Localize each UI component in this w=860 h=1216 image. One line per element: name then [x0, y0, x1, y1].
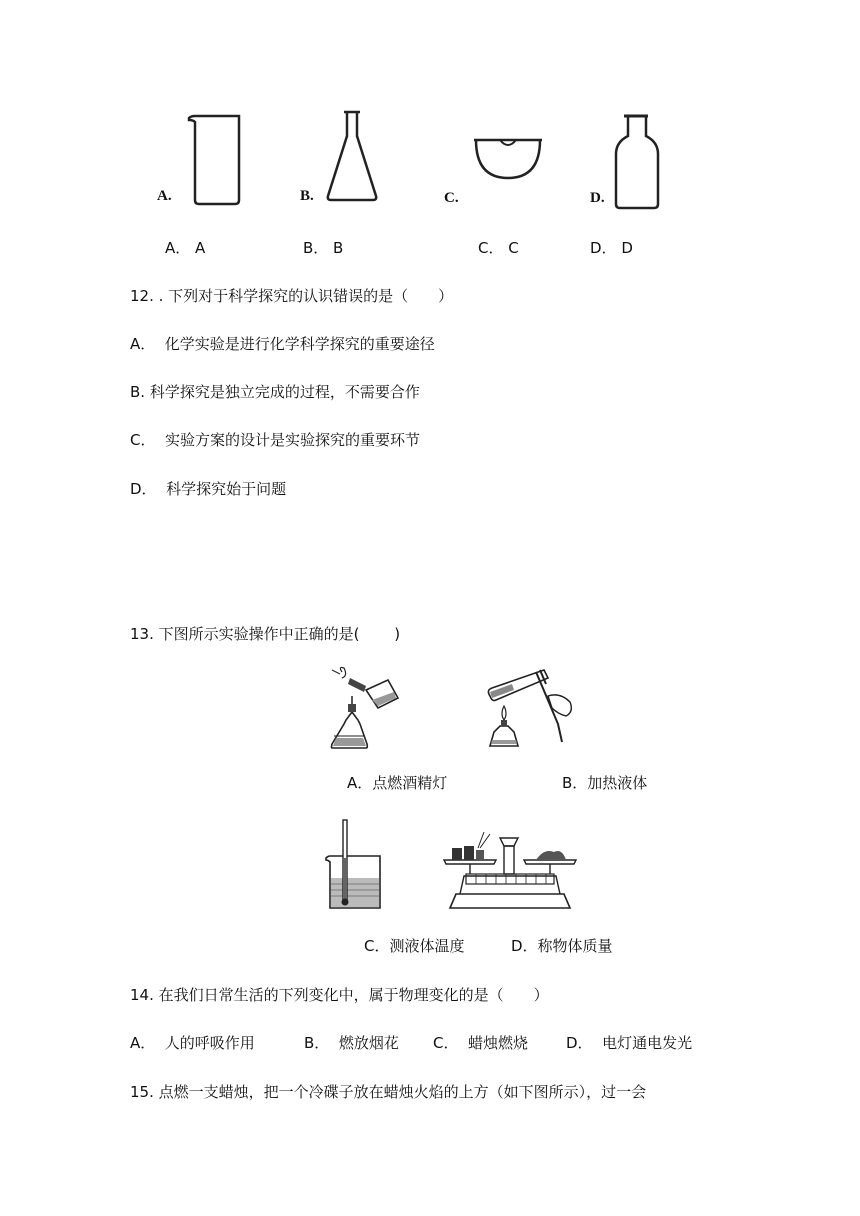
weighing-balance-icon: [440, 826, 580, 912]
lighting-lamp-figure: [322, 664, 408, 754]
q13-caption-b: B．加热液体: [562, 774, 648, 792]
heating-liquid-figure: [478, 662, 578, 754]
thermometer-figure: [322, 818, 386, 914]
q13-caption-d: D．称物体质量: [511, 937, 613, 955]
evaporating-dish-figure: [442, 120, 552, 215]
q11-option-a: A． A: [165, 239, 206, 257]
q12-option-a: A． 化学实验是进行化学科学探究的重要途径: [130, 335, 435, 353]
q12-option-d: D． 科学探究始于问题: [130, 480, 287, 498]
figure-label-a: A.: [157, 188, 172, 204]
conical-flask-figure: [298, 108, 388, 213]
figure-label-b: B.: [300, 188, 314, 204]
balance-figure: [440, 826, 580, 912]
q14-option-c: C． 蜡烛燃烧: [433, 1034, 529, 1052]
q14-option-d: D． 电灯通电发光: [566, 1034, 693, 1052]
q11-option-d: D． D: [590, 239, 633, 257]
q11-option-b: B． B: [303, 239, 344, 257]
q11-option-c: C． C: [478, 239, 519, 257]
q13-question: 13. 下图所示实验操作中正确的是( ): [130, 625, 401, 643]
heating-liquid-icon: [478, 662, 578, 754]
q14-option-b: B． 燃放烟花: [304, 1034, 399, 1052]
measuring-liquid-temperature-icon: [322, 818, 386, 914]
q12-option-c: C． 实验方案的设计是实验探究的重要环节: [130, 431, 421, 449]
lighting-alcohol-lamp-icon: [322, 664, 408, 754]
q12-question: 12. . 下列对于科学探究的认识错误的是（ ）: [130, 287, 454, 305]
figure-label-c: C.: [444, 190, 459, 206]
q14-option-a: A． 人的呼吸作用: [130, 1034, 255, 1052]
q13-caption-a: A．点燃酒精灯: [347, 774, 448, 792]
q14-question: 14. 在我们日常生活的下列变化中，属于物理变化的是（ ）: [130, 986, 549, 1004]
beaker-figure: [155, 108, 245, 213]
q12-option-b: B. 科学探究是独立完成的过程，不需要合作: [130, 383, 420, 401]
figure-label-d: D.: [590, 190, 605, 206]
q13-caption-c: C．测液体温度: [364, 937, 465, 955]
reagent-bottle-figure: [588, 108, 678, 216]
q15-question: 15. 点燃一支蜡烛，把一个冷碟子放在蜡烛火焰的上方（如下图所示），过一会: [130, 1083, 647, 1101]
